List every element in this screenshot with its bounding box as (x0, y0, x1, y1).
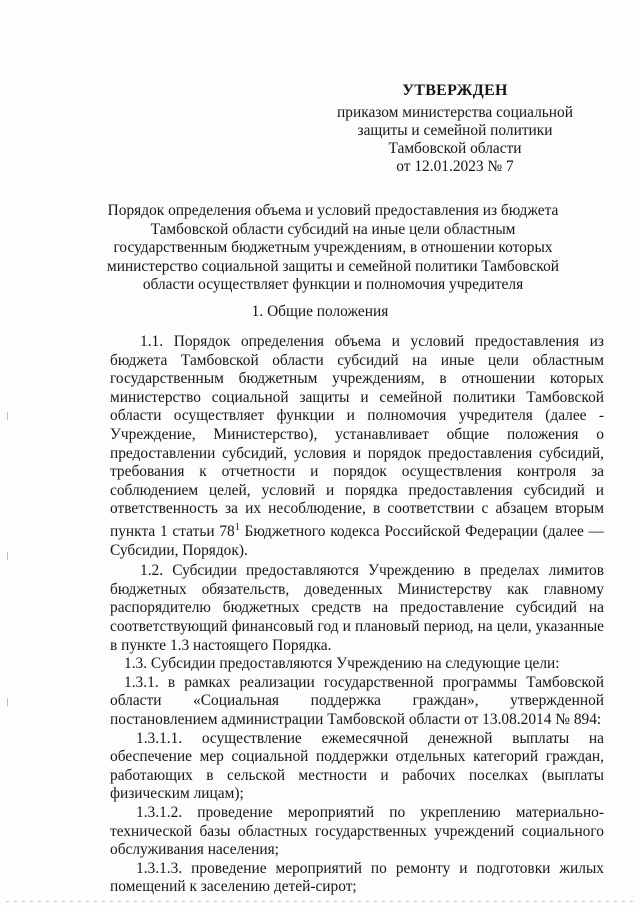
scan-artifact (7, 412, 8, 420)
paragraph-1-3-1-3: 1.3.1.3. проведение мероприятий по ремонту и подготовки жилых помещений к заселению детей-сирот; (110, 859, 604, 896)
scan-artifact-bottom-edge (6, 901, 634, 902)
approval-line: Тамбовской области (388, 140, 522, 157)
scan-artifact (7, 552, 8, 560)
paragraph-text: 1.1. Порядок определения объема и условий предоставления из бюджета Тамбовской области субсидий на иные цели областным государственным бюджетным учреждениям, в отношении которых министерство социальной защиты и семейной политики Тамбовской области осуществляет функции и полномочия учредителя (далее - Учреждение, Министерство), устанавливает общие положения о предоставлении субсидий, условия и порядок предоставления субсидий, требования к отчетности и порядок осуществления контроля за соблюдением целей, условий и порядка предоставления субсидий и ответственность за их несоблюдение, в соответствии с абзацем вторым пункта 1 статьи 78 (110, 333, 604, 541)
paragraph-1-2: 1.2. Субсидии предоставляются Учреждению в пределах лимитов бюджетных обязательств, доведенных Министерству как главному распорядителю бюджетных средств на предоставление субсидий на соответствующий финансовый год и плановый период, на цели, указанные в пункте 1.3 настоящего Порядка. (110, 562, 604, 654)
superscript: 1 (234, 521, 240, 533)
paragraph-1-3-1-2: 1.3.1.2. проведение мероприятий по укреплению материально-технической базы областных государственных учреждений социального обслуживания населения; (110, 803, 604, 859)
approval-line: защиты и семейной политики (357, 122, 553, 139)
document-body (110, 333, 604, 897)
approval-heading: УТВЕРЖДЕН (402, 82, 508, 99)
paragraph-1-3-1-1: 1.3.1.1. осуществление ежемесячной денежной выплаты на обеспечение мер социальной поддержки отдельных категорий граждан, работающих в сельской местности и рабочих поселках (выплаты физическим лицам); (110, 729, 604, 803)
paragraph-1-3: 1.3. Субсидии предоставляются Учреждению на следующие цели: (124, 655, 560, 673)
section-title: 1. Общие положения (251, 303, 389, 320)
approval-stamp-block (320, 82, 590, 176)
document-title: Порядок определения объема и условий предоставления из бюджета Тамбовской области субсидий на иные цели областным государственным бюджетным учреждениям, в отношении которых министерство социальной защиты и семейной политики Тамбовской области осуществляет функции и полномочия учредителя (106, 202, 560, 293)
paragraph-1-1 (110, 333, 604, 560)
scan-artifact (7, 698, 8, 706)
paragraph-1-3-1: 1.3.1. в рамках реализации государственной программы Тамбовской области «Социальная поддержка граждан», утвержденной постановлением администрации Тамбовской области от 13.08.2014 № 894: (110, 673, 604, 728)
approval-line: приказом министерства социальной (337, 104, 573, 121)
approval-date-line: от 12.01.2023 № 7 (396, 158, 514, 175)
paragraph-text-tail: Бюджетного кодекса Российской Федерации (далее — Субсидии, Порядок). (110, 523, 604, 559)
